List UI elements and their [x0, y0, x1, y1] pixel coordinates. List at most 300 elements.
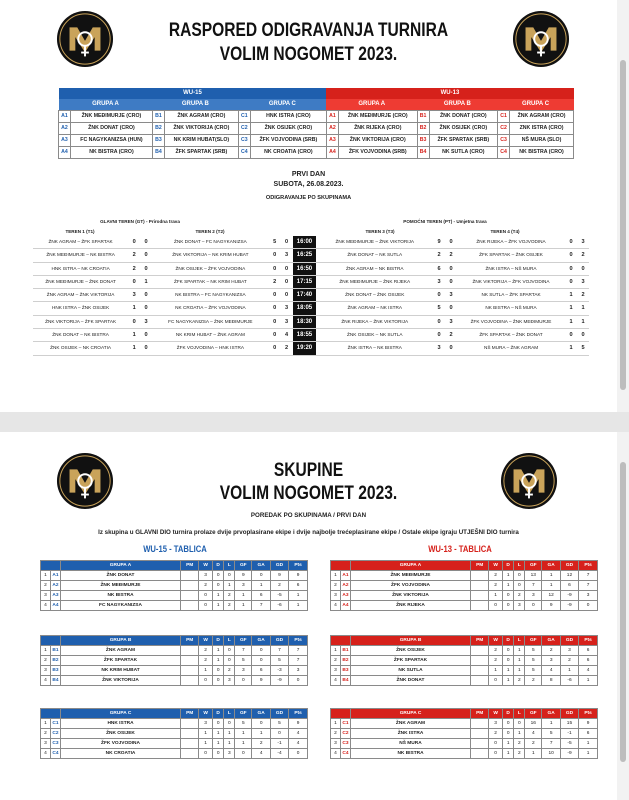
stat: 5 [270, 719, 288, 729]
stat [181, 739, 199, 749]
stat: 3 [289, 666, 308, 676]
stat: A2 [341, 581, 351, 591]
match-teams: ŽNK MEĐIMURJE – ŽNK DONAT [45, 278, 116, 284]
stat: 0 [224, 646, 235, 656]
team-name: HNK ISTRA (CRO) [250, 111, 326, 123]
stat [181, 591, 199, 601]
stat [471, 739, 489, 749]
stat: 3 [235, 581, 252, 591]
stat: 2 [514, 739, 525, 749]
score: 1 [569, 305, 573, 312]
match-teams: ŽNK OSIJEK – ŽFK VOJVODINA [175, 265, 246, 271]
score: 0 [144, 305, 148, 312]
stat: A1 [51, 571, 61, 581]
score: 0 [144, 292, 148, 299]
day-label: PRVI DAN [291, 171, 326, 178]
group-name: GRUPA C [61, 709, 181, 719]
column-header: GA [252, 709, 270, 719]
stat: -5 [270, 591, 288, 601]
stat [471, 749, 489, 759]
stat: 0 [489, 601, 503, 611]
stat: 6 [579, 646, 598, 656]
score: 0 [132, 278, 136, 285]
stat: 1 [235, 739, 252, 749]
match-row [33, 275, 589, 288]
match-teams: ŽFK SPARTAK – ŽNK DONAT [479, 332, 543, 338]
stat: 0 [514, 581, 525, 591]
stat: 1 [502, 666, 514, 676]
column-header: D [502, 709, 514, 719]
stat: 7 [252, 601, 270, 611]
column-header: D [212, 709, 224, 719]
match-teams: ŽFK SPARTAK – NK KRIM HUBAT [173, 278, 247, 284]
page2-scrollbar[interactable] [617, 432, 629, 800]
match-teams: ŽFK VOJVODINA – HNK ISTRA [176, 345, 244, 351]
stat: 3 [224, 749, 235, 759]
column-header: Pts [579, 709, 598, 719]
column-header: Pts [579, 561, 598, 571]
stat: B4 [341, 676, 351, 686]
stat [471, 581, 489, 591]
column-header: GF [235, 561, 252, 571]
team-name: ŽFK SPARTAK [61, 656, 181, 666]
column-header: L [224, 561, 235, 571]
spacer [41, 709, 61, 719]
team-name: NK SUTLA [351, 666, 471, 676]
stat: 9 [252, 676, 270, 686]
standings-row [331, 656, 598, 666]
team-name: ŽNK MEĐIMURJE [351, 571, 471, 581]
main-field-label: GLAVNI TEREN (GT) - Prirodna trava [100, 219, 180, 224]
column-header: L [514, 636, 525, 646]
stat: 7 [270, 646, 288, 656]
score: 2 [273, 278, 277, 285]
team-name: NK BISTRA (CRO) [71, 147, 153, 159]
team-name: ŽNK DONAT (CRO) [71, 123, 153, 135]
column-header: PM [471, 709, 489, 719]
stat: 1 [542, 719, 560, 729]
stat: B2 [51, 656, 61, 666]
score: 0 [437, 292, 441, 299]
team-name: ŽNK MEĐIMURJE (CRO) [71, 111, 153, 123]
column-header: Pts [289, 636, 308, 646]
column-header: GF [525, 709, 542, 719]
standings-logo-left [56, 452, 114, 510]
stat: 1 [199, 739, 213, 749]
stat [181, 749, 199, 759]
match-teams: ŽNK DONAT – NK BISTRA [52, 332, 109, 338]
team-name: NK BISTRA [351, 749, 471, 759]
column-header: GD [270, 561, 288, 571]
score: 0 [273, 292, 277, 299]
stat: 2 [489, 729, 503, 739]
team-code: A1 [326, 111, 338, 123]
column-header: D [502, 561, 514, 571]
team-code: C1 [238, 111, 250, 123]
stat: 3 [331, 739, 341, 749]
stat: 4 [331, 601, 341, 611]
stat: C2 [51, 729, 61, 739]
team-name: FC NAGYKANIZSA [61, 601, 181, 611]
column-header: W [199, 561, 213, 571]
score: 0 [285, 265, 289, 272]
standings-row [331, 676, 598, 686]
stat: -5 [560, 739, 578, 749]
team-code: A4 [59, 147, 71, 159]
team-code: C2 [238, 123, 250, 135]
stat: 1 [542, 571, 560, 581]
match-row [33, 249, 589, 262]
stat: 1 [579, 749, 598, 759]
stat: 2 [252, 739, 270, 749]
stat: -6 [560, 676, 578, 686]
stat: 0 [489, 676, 503, 686]
stat [471, 719, 489, 729]
spacer [331, 709, 351, 719]
wu15-group-name: GRUPA A [59, 99, 153, 111]
stat: C3 [341, 739, 351, 749]
stat: 2 [514, 591, 525, 601]
stat: 3 [199, 571, 213, 581]
stat [181, 581, 199, 591]
team-name: ŽFK VOJVODINA (SRB) [250, 135, 326, 147]
stat: 9 [289, 571, 308, 581]
team-name: NK BISTRA (CRO) [510, 147, 574, 159]
stat: 2 [41, 656, 51, 666]
team-name: NK CROATIA [61, 749, 181, 759]
team-code: B2 [417, 123, 429, 135]
stat: 0 [525, 601, 542, 611]
standings-row [41, 739, 308, 749]
stat: B1 [341, 646, 351, 656]
stat: 2 [331, 656, 341, 666]
team-name: ŽNK VIKTORIJA [61, 676, 181, 686]
stat: 6 [560, 581, 578, 591]
stat: 1 [502, 581, 514, 591]
score: 0 [285, 239, 289, 245]
score: 0 [144, 332, 148, 339]
team-name: HNK ISTRA [61, 719, 181, 729]
stat: 2 [224, 591, 235, 601]
match-teams: ŽNK MEĐIMURJE – NK BISTRA [46, 252, 115, 258]
stat: 0 [199, 601, 213, 611]
stat: -9 [560, 749, 578, 759]
stat: 9 [235, 571, 252, 581]
mode-label: ODIGRAVANJE PO SKUPINAMA [265, 195, 352, 201]
stat: 1 [502, 749, 514, 759]
match-row [33, 342, 589, 355]
stat: 3 [331, 666, 341, 676]
standings-day-label: POREDAK PO SKUPINAMA / PRVI DAN [250, 512, 367, 519]
standings-row [331, 591, 598, 601]
team-name: NŠ MURA [351, 739, 471, 749]
spacer [331, 561, 351, 571]
stat [181, 571, 199, 581]
score: 0 [569, 265, 573, 272]
standings-group-table [330, 635, 598, 686]
page2-scroll-thumb[interactable] [620, 462, 626, 762]
score: 0 [449, 278, 453, 285]
column-header: PM [471, 561, 489, 571]
stat: 13 [525, 571, 542, 581]
stat: 1 [199, 729, 213, 739]
score: 0 [581, 265, 585, 272]
standings-row [41, 591, 308, 601]
stat: 2 [199, 656, 213, 666]
stat: 1 [289, 601, 308, 611]
wu15-table-title: WU-15 - TABLICA [143, 544, 207, 554]
stat: 3 [41, 739, 51, 749]
stat: 0 [199, 749, 213, 759]
match-row [33, 302, 589, 315]
team-name: ŽNK DONAT [351, 676, 471, 686]
standings-group-table [40, 560, 308, 611]
kickoff-time: 18:55 [293, 329, 317, 342]
team-name: FC NAGYKANIZSA (HUN) [71, 135, 153, 147]
group-name: GRUPA A [61, 561, 181, 571]
score: 4 [285, 332, 289, 339]
stat: 1 [514, 646, 525, 656]
stat: C1 [341, 719, 351, 729]
stat: 0 [199, 676, 213, 686]
stat: 5 [270, 656, 288, 666]
stat: 0 [224, 719, 235, 729]
score: 1 [132, 332, 136, 339]
stat: 0 [502, 729, 514, 739]
match-teams: ŽNK RIJEKA – ŽFK VOJVODINA [476, 239, 546, 244]
team-name: ŽFK SPARTAK (SRB) [164, 147, 238, 159]
spacer [331, 636, 351, 646]
team-name: ŽNK AGRAM [61, 646, 181, 656]
stat: 1 [579, 739, 598, 749]
stat [181, 729, 199, 739]
stat: 0 [502, 591, 514, 601]
standings-row [41, 571, 308, 581]
stat: 2 [489, 656, 503, 666]
stat: 3 [235, 666, 252, 676]
score: 0 [273, 318, 277, 325]
team-name: NK CROATIA (CRO) [250, 147, 326, 159]
match-teams: ŽNK AGRAM – NK ISTRA [347, 305, 402, 311]
score: 0 [449, 305, 453, 312]
column-header: L [514, 709, 525, 719]
score: 9 [437, 239, 441, 245]
stat: 1 [560, 666, 578, 676]
stat: 5 [525, 666, 542, 676]
stat: 3 [224, 676, 235, 686]
score: 2 [132, 252, 136, 259]
stat: 1 [41, 571, 51, 581]
stat: 2 [199, 646, 213, 656]
score: 0 [581, 332, 585, 339]
stat: C1 [51, 719, 61, 729]
stat [181, 646, 199, 656]
stat: 1 [489, 666, 503, 676]
column-header: W [199, 709, 213, 719]
stat: 0 [489, 749, 503, 759]
column-header: PM [181, 709, 199, 719]
stat: 0 [502, 646, 514, 656]
stat: 4 [542, 666, 560, 676]
column-header: GA [542, 561, 560, 571]
team-name: ŽFK SPARTAK [351, 656, 471, 666]
wu15-header: WU-15 [59, 88, 327, 99]
team-name: ZNK ISTRA (CRO) [510, 123, 574, 135]
score: 0 [273, 265, 277, 272]
stat: 4 [331, 676, 341, 686]
stat: 5 [525, 646, 542, 656]
score: 2 [449, 252, 453, 259]
score: 1 [581, 305, 585, 312]
team-name: ŽNK OSIJEK (CRO) [429, 123, 498, 135]
stat [471, 591, 489, 601]
stat [471, 571, 489, 581]
standings-row [331, 646, 598, 656]
stat: 7 [579, 571, 598, 581]
stat: -6 [270, 601, 288, 611]
group-name: GRUPA C [351, 709, 471, 719]
stat: 9 [579, 719, 598, 729]
stat: 5 [235, 656, 252, 666]
kickoff-time: 16:00 [293, 236, 317, 249]
stat: B3 [51, 666, 61, 676]
stat: 3 [579, 591, 598, 601]
stat: -9 [560, 601, 578, 611]
spacer [41, 561, 61, 571]
page1-scroll-thumb[interactable] [620, 60, 626, 390]
stat: 1 [212, 656, 224, 666]
stat: 1 [579, 676, 598, 686]
team-code: C2 [498, 123, 510, 135]
stat: 0 [224, 571, 235, 581]
stat [471, 729, 489, 739]
stat [471, 666, 489, 676]
stat: 0 [235, 676, 252, 686]
standings-row [41, 646, 308, 656]
page1-scrollbar[interactable] [617, 0, 629, 412]
column-header: Pts [579, 636, 598, 646]
stat: 3 [542, 656, 560, 666]
stat: -9 [560, 591, 578, 601]
column-header: GD [270, 636, 288, 646]
wu13-header: WU-13 [326, 88, 573, 99]
stat: 0 [212, 749, 224, 759]
score: 1 [569, 345, 573, 352]
score: 0 [437, 318, 441, 325]
team-code: B2 [152, 123, 164, 135]
kickoff-time: 17:15 [293, 275, 317, 288]
standings-group-table [40, 635, 308, 686]
column-header: GA [252, 636, 270, 646]
score: 1 [569, 292, 573, 299]
score: 3 [144, 318, 148, 325]
standings-row [41, 666, 308, 676]
stat: 7 [235, 646, 252, 656]
team-name: ŽFK VOJVODINA [351, 581, 471, 591]
wu15-group-name: GRUPA C [238, 99, 326, 111]
stat: 7 [289, 646, 308, 656]
team-name: ŽNK DONAT [61, 571, 181, 581]
column-header: GA [542, 709, 560, 719]
match-row [33, 236, 589, 249]
standings-row [331, 601, 598, 611]
stat: 4 [289, 739, 308, 749]
stat: 4 [579, 666, 598, 676]
score: 3 [285, 305, 289, 312]
stat: C2 [341, 729, 351, 739]
stat: 4 [41, 676, 51, 686]
column-header: Pts [289, 709, 308, 719]
stat: 7 [289, 656, 308, 666]
team-code: C3 [498, 135, 510, 147]
match-teams: NK KRIM HUBAT – ŽNK AGRAM [175, 332, 245, 338]
match-teams: ŽNK VIKTORIJA – NK KRIM HUBAT [172, 252, 249, 258]
score: 0 [449, 265, 453, 272]
stat: 4 [289, 729, 308, 739]
match-teams: ŽNK VIKTORIJA – ŽFK VOJVODINA [472, 278, 550, 284]
score: 1 [144, 278, 148, 285]
match-teams: ŽNK OSIJEK – NK CROATIA [50, 345, 112, 351]
stat: 4 [331, 749, 341, 759]
score: 0 [144, 345, 148, 352]
kickoff-time: 17:40 [293, 289, 317, 302]
stat: -1 [560, 729, 578, 739]
standings-row [331, 739, 598, 749]
stat: 0 [235, 749, 252, 759]
match-row [33, 262, 589, 275]
column-header: PM [181, 636, 199, 646]
score: 3 [449, 318, 453, 325]
standings-row [41, 729, 308, 739]
standings-row [331, 666, 598, 676]
stat: 0 [252, 646, 270, 656]
stat: 0 [252, 656, 270, 666]
match-teams: ŽNK AGRAM – ŽNK VIKTORIJA [46, 292, 115, 298]
score: 5 [273, 239, 277, 245]
column-header: GD [270, 709, 288, 719]
stat: 4 [525, 729, 542, 739]
stat: C4 [51, 749, 61, 759]
stat: 1 [235, 729, 252, 739]
stat: 2 [489, 581, 503, 591]
stat: B1 [51, 646, 61, 656]
score: 1 [569, 318, 573, 325]
stat: B3 [341, 666, 351, 676]
pitch-3-label: TEREN 3 (T3) [365, 229, 395, 234]
stat: 0 [270, 729, 288, 739]
stat: 2 [525, 676, 542, 686]
stat: 1 [212, 729, 224, 739]
stat: 2 [41, 581, 51, 591]
standings-row [331, 749, 598, 759]
stat [471, 601, 489, 611]
match-teams: ŽNK VIKTORIJA – ŽFK SPARTAK [45, 318, 117, 324]
stat: 0 [224, 656, 235, 666]
stat: 0 [212, 719, 224, 729]
match-teams: NK CROATIA – ŽFK VOJVODINA [175, 305, 246, 311]
stat: 2 [542, 646, 560, 656]
stat: 1 [235, 591, 252, 601]
schedule-title: RASPORED ODIGRAVANJA TURNIRA [168, 20, 449, 41]
wu13-group-name: GRUPA C [498, 99, 574, 111]
column-header: D [212, 561, 224, 571]
stat: 2 [514, 676, 525, 686]
column-header: W [489, 561, 503, 571]
match-row [33, 329, 589, 342]
standings-row [41, 656, 308, 666]
tournament-logo-left [56, 10, 114, 68]
pitch-4-label: TEREN 4 (T4) [490, 229, 520, 234]
